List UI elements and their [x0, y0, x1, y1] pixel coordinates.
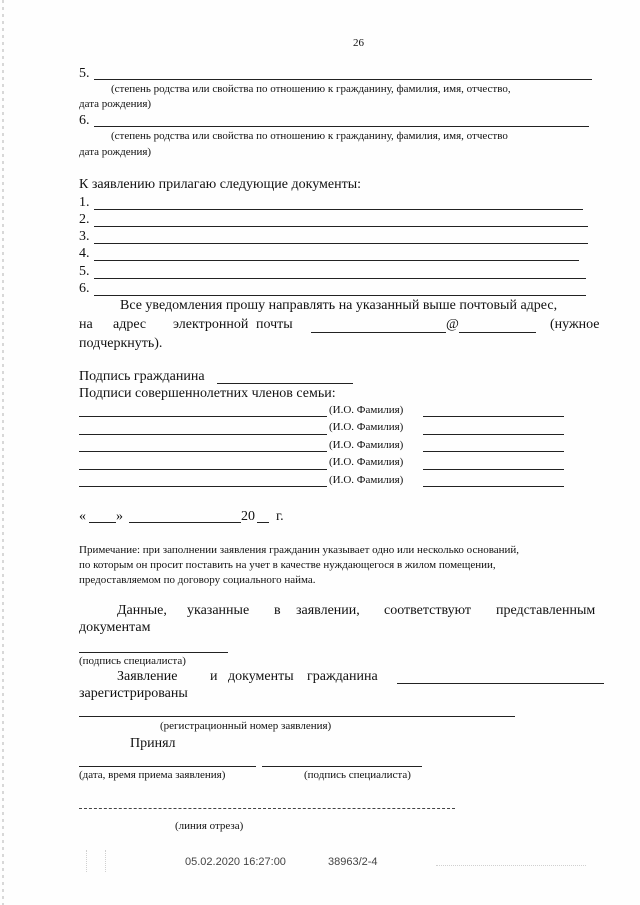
note-line-3: предоставляемом по договору социального найма.	[79, 574, 316, 586]
relative-6-caption: (степень родства или свойства по отношению к гражданину, фамилия, имя, отчество	[111, 130, 508, 142]
family-sign-line-4[interactable]	[79, 469, 327, 470]
family-name-caption-1: (И.О. Фамилия)	[329, 404, 404, 416]
registration-number-line[interactable]	[79, 716, 515, 717]
relative-5-caption-cont: дата рождения)	[79, 98, 152, 110]
email-at-sign: @	[446, 317, 459, 332]
doc-item-4-line[interactable]	[94, 260, 579, 261]
doc-item-1-line[interactable]	[94, 209, 583, 210]
register-word-1: Заявление	[117, 669, 178, 684]
page-number: 26	[353, 37, 364, 49]
family-name-line-4[interactable]	[423, 469, 564, 470]
note-line-1: Примечание: при заполнении заявления гражданин указывает одно или несколько оснований,	[79, 544, 520, 556]
email-domain-field[interactable]	[459, 332, 536, 333]
notify-line-1: Все уведомления прошу направлять на указанный выше почтовый адрес,	[120, 298, 558, 313]
verify-word-3: в	[274, 603, 281, 618]
relative-5-caption: (степень родства или свойства по отношению к гражданину, фамилия, имя, отчество,	[111, 83, 511, 95]
specialist-signature-caption-1: (подпись специалиста)	[79, 655, 186, 667]
date-year-suffix: г.	[276, 509, 284, 524]
notify-word-electronic: электронной	[173, 317, 249, 332]
note-line-2: по которым он просит поставить на учет в качестве нуждающегося в жилом помещении,	[79, 559, 496, 571]
family-name-line-2[interactable]	[423, 434, 564, 435]
date-open-quote: «	[79, 509, 86, 524]
date-month-field[interactable]	[129, 522, 241, 523]
relative-6-line[interactable]	[94, 126, 589, 127]
footer-faint-stamp	[436, 857, 586, 866]
registration-number-caption: (регистрационный номер заявления)	[160, 720, 332, 732]
doc-item-4-number: 4.	[79, 246, 90, 261]
family-name-caption-4: (И.О. Фамилия)	[329, 456, 404, 468]
cut-line	[79, 808, 455, 809]
register-citizen-field[interactable]	[397, 683, 604, 684]
family-name-caption-5: (И.О. Фамилия)	[329, 474, 404, 486]
doc-item-2-line[interactable]	[94, 226, 588, 227]
email-user-field[interactable]	[311, 332, 446, 333]
acceptance-datetime-line[interactable]	[79, 766, 256, 767]
accepted-label: Принял	[130, 736, 176, 751]
doc-item-6-line[interactable]	[94, 295, 586, 296]
verify-word-1: Данные,	[117, 603, 167, 618]
acceptance-specialist-caption: (подпись специалиста)	[304, 769, 411, 781]
register-line-2: зарегистрированы	[79, 686, 188, 701]
family-sign-line-1[interactable]	[79, 416, 327, 417]
documents-heading: К заявлению прилагаю следующие документы:	[79, 177, 362, 192]
relative-5-line[interactable]	[94, 79, 592, 80]
register-word-4: гражданина	[307, 669, 378, 684]
family-signatures-heading: Подписи совершеннолетних членов семьи:	[79, 386, 336, 401]
footer-doc-code: 38963/2-4	[328, 856, 378, 868]
date-close-quote: »	[116, 509, 123, 524]
doc-item-5-number: 5.	[79, 264, 90, 279]
date-year-prefix: 20	[241, 509, 255, 524]
citizen-signature-label: Подпись гражданина	[79, 369, 205, 384]
family-name-caption-3: (И.О. Фамилия)	[329, 439, 404, 451]
cut-line-caption: (линия отреза)	[175, 820, 244, 832]
specialist-signature-line-1[interactable]	[79, 652, 228, 653]
verify-word-4: заявлении,	[296, 603, 360, 618]
footer-timestamp: 05.02.2020 16:27:00	[185, 856, 286, 868]
footer-scan-mark	[86, 850, 106, 872]
acceptance-specialist-line[interactable]	[262, 766, 422, 767]
family-name-caption-2: (И.О. Фамилия)	[329, 421, 404, 433]
family-name-line-5[interactable]	[423, 486, 564, 487]
notify-word-mail: почты	[256, 317, 293, 332]
family-sign-line-5[interactable]	[79, 486, 327, 487]
doc-item-6-number: 6.	[79, 281, 90, 296]
notify-line-3: подчеркнуть).	[79, 336, 163, 351]
verify-word-5: соответствуют	[384, 603, 472, 618]
doc-item-5-line[interactable]	[94, 278, 586, 279]
verify-word-6: представленным	[496, 603, 596, 618]
acceptance-datetime-caption: (дата, время приема заявления)	[79, 769, 226, 781]
family-name-line-1[interactable]	[423, 416, 564, 417]
doc-item-2-number: 2.	[79, 212, 90, 227]
verify-line-2: документам	[79, 620, 151, 635]
verify-word-2: указанные	[187, 603, 250, 618]
date-day-field[interactable]	[89, 522, 116, 523]
scan-edge	[2, 0, 4, 905]
relative-5-number: 5.	[79, 66, 90, 81]
date-year-field[interactable]	[257, 522, 269, 523]
doc-item-3-number: 3.	[79, 229, 90, 244]
register-word-3: документы	[228, 669, 294, 684]
relative-6-number: 6.	[79, 113, 90, 128]
notify-word-needed: (нужное	[550, 317, 600, 332]
family-sign-line-2[interactable]	[79, 434, 327, 435]
family-name-line-3[interactable]	[423, 451, 564, 452]
register-word-2: и	[210, 669, 218, 684]
family-sign-line-3[interactable]	[79, 451, 327, 452]
notify-word-na: на	[79, 317, 93, 332]
doc-item-1-number: 1.	[79, 195, 90, 210]
relative-6-caption-cont: дата рождения)	[79, 146, 152, 158]
notify-word-address: адрес	[113, 317, 147, 332]
citizen-signature-line[interactable]	[217, 383, 353, 384]
doc-item-3-line[interactable]	[94, 243, 588, 244]
